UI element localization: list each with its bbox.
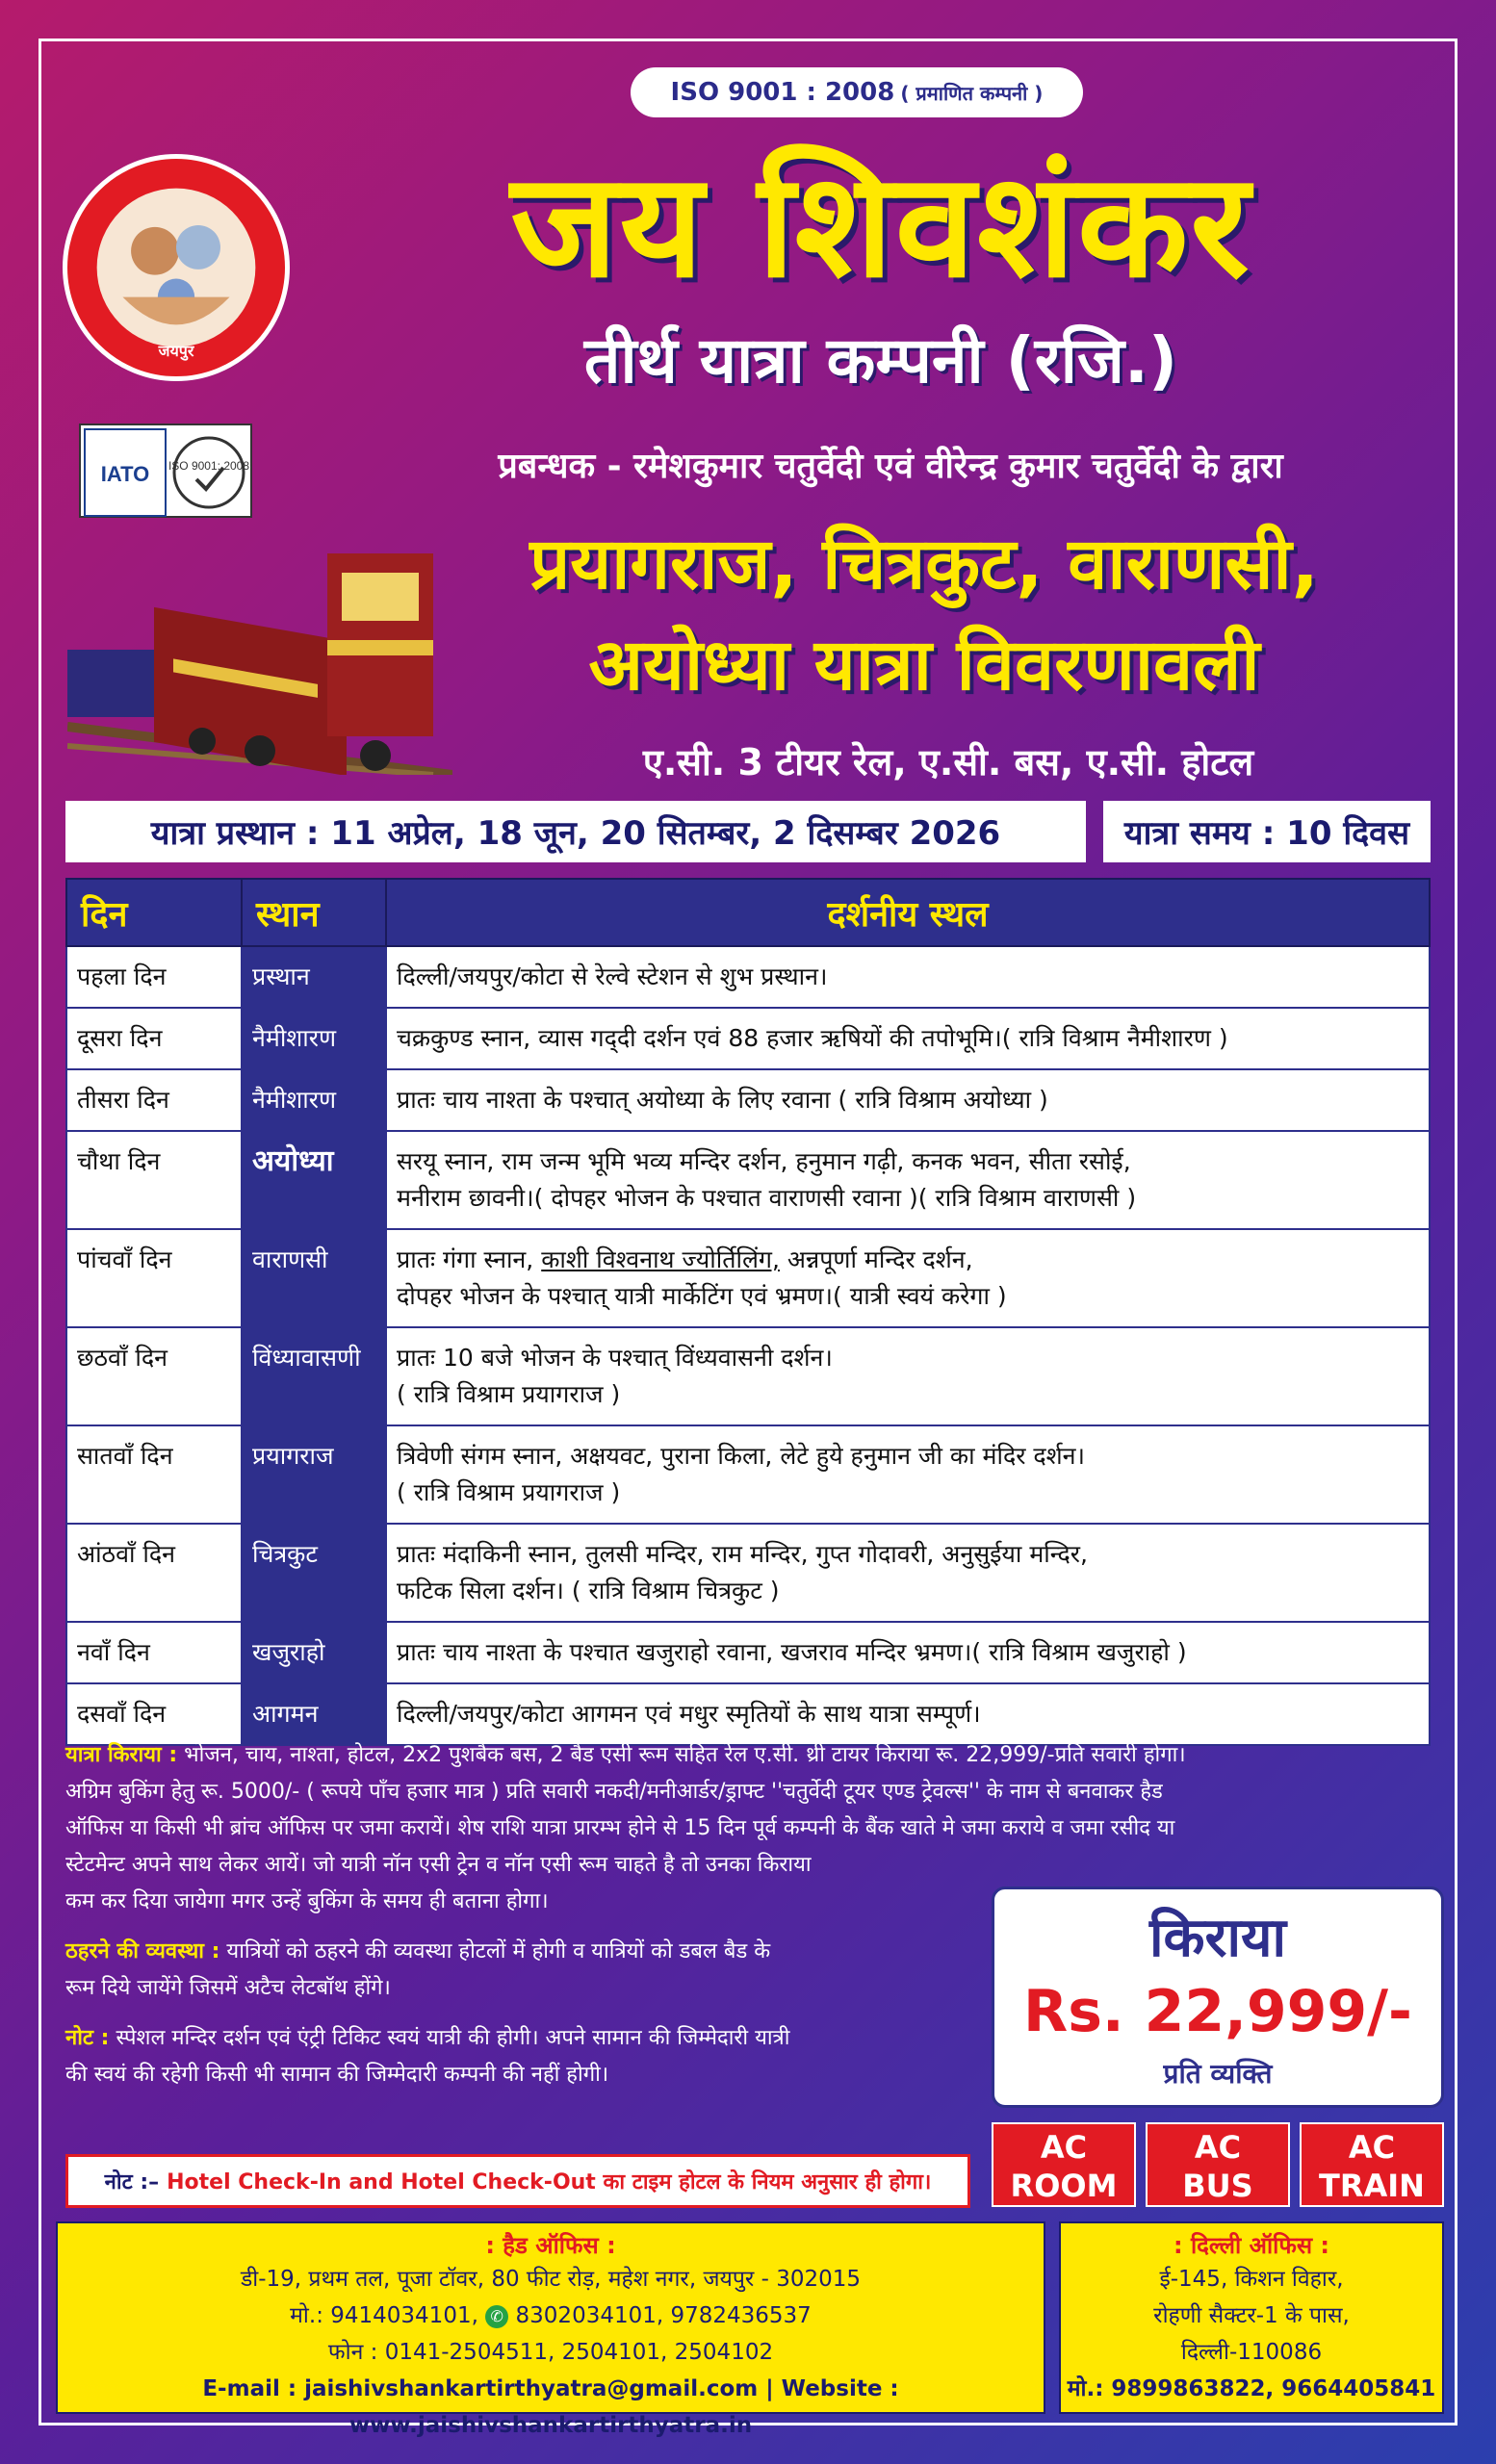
row-place: वाराणसी: [242, 1229, 386, 1327]
iato-text: IATO: [100, 462, 150, 486]
price-label: किराया: [1149, 1907, 1286, 1969]
table-row: [66, 1524, 1430, 1622]
stay-label: ठहरने की व्यवस्था :: [65, 1939, 220, 1964]
stay-text-2: रूम दिये जायेंगे जिसमें अटैच लेटबॉथ होंगे।: [65, 1976, 391, 2000]
table-row: [66, 1131, 1430, 1229]
row-desc: [386, 1524, 1430, 1622]
badge-line-1: AC: [1040, 2129, 1088, 2166]
row-desc-line-1: प्रातः मंदाकिनी स्नान, तुलसी मन्दिर, राम मन्दिर, गुप्त गोदावरी, अनुसुईया मन्दिर,: [397, 1540, 1088, 1568]
row-desc-line-2: ( रात्रि विश्राम प्रयागराज ): [397, 1380, 621, 1408]
fare-text-1: भोजन, चाय, नाश्ता, होटल, 2x2 पुशबैक बस, 2 बैड एसी रूम सहित रेल ए.सी. थ्री टायर किराया रू. 22,999/-प्रति सवारी होगा।: [177, 1743, 1186, 1767]
badge-line-2: ROOM: [1010, 2168, 1118, 2204]
delhi-office-mobile: मो.: 9899863822, 9664405841: [1067, 2376, 1436, 2401]
row-place: खजुराहो: [242, 1622, 386, 1683]
row-day: नवाँ दिन: [66, 1622, 242, 1683]
company-title: जय शिवशंकर: [510, 142, 1251, 310]
row-place: प्रयागराज: [242, 1425, 386, 1524]
head-office-phone: फोन : 0141-2504511, 2504101, 2504102: [327, 2340, 774, 2365]
price-card: [992, 1886, 1444, 2108]
row-desc: [386, 1425, 1430, 1524]
row-place: विंध्यावासणी: [242, 1327, 386, 1425]
row-day: छठवाँ दिन: [66, 1327, 242, 1425]
manager-line: प्रबन्धक - रमेशकुमार चतुर्वेदी एवं वीरेन्द्र कुमार चतुर्वेदी के द्वारा: [498, 447, 1283, 486]
destinations-line-1: प्रयागराज, चित्रकुट, वाराणसी,: [529, 523, 1319, 605]
table-row: [66, 1327, 1430, 1425]
badge-line-2: TRAIN: [1319, 2168, 1425, 2204]
row-desc: [386, 1229, 1430, 1327]
row-day: पहला दिन: [66, 946, 242, 1008]
badge-line-1: AC: [1348, 2129, 1396, 2166]
head-office-heading: : हैड ऑफिस :: [485, 2232, 616, 2259]
row-day: दसवाँ दिन: [66, 1683, 242, 1745]
checkin-note-label: नोट :–: [104, 2170, 160, 2194]
delhi-office-heading: : दिल्ली ऑफिस :: [1173, 2232, 1330, 2259]
row-place: नैमीशारण: [242, 1008, 386, 1069]
fare-text-2: अग्रिम बुकिंग हेतु रू. 5000/- ( रूपये पाँच हजार मात्र ) प्रति सवारी नकदी/मनीआर्डर/ड्राफ्ट ''चतुर्वेदी टूयर एण्ड ट्रेवल्स'' के नाम से बनवाकर हैड: [65, 1780, 1163, 1804]
ac-room-badge: [992, 2122, 1136, 2207]
whatsapp-icon: ✆: [485, 2305, 508, 2328]
iso-note: ( प्रमाणित कम्पनी ): [900, 81, 1044, 105]
row-desc: प्रातः चाय नाश्ता के पश्चात् अयोध्या के लिए रवाना ( रात्रि विश्राम अयोध्या ): [386, 1069, 1430, 1131]
row-day: चौथा दिन: [66, 1131, 242, 1229]
row-desc-line-1: [397, 1242, 1419, 1278]
row-desc-part-a: प्रातः गंगा स्नान,: [397, 1245, 542, 1273]
head-office-mobile: [58, 2297, 1044, 2334]
row-desc: चक्रकुण्ड स्नान, व्यास गद्‌दी दर्शन एवं 88 हजार ऋषियों की तपोभूमि।( रात्रि विश्राम नैमीशारण ): [386, 1008, 1430, 1069]
departure-dates: यात्रा प्रस्थान : 11 अप्रेल, 18 जून, 20 सितम्बर, 2 दिसम्बर 2026: [65, 801, 1086, 862]
row-desc-part-b: अन्नपूर्णा मन्दिर दर्शन,: [779, 1245, 973, 1273]
iso-text: ISO 9001 : 2008: [670, 78, 895, 107]
train-illustration: [67, 534, 452, 775]
row-desc-line-1: प्रातः 10 बजे भोजन के पश्चात् विंध्यवासनी दर्शन।: [397, 1344, 833, 1372]
row-place: नैमीशारण: [242, 1069, 386, 1131]
table-row: [66, 1425, 1430, 1524]
note-label: नोट :: [65, 2026, 110, 2050]
row-desc-line-1: त्रिवेणी संगम स्नान, अक्षयवट, पुराना किला, लेटे हुये हनुमान जी का मंदिर दर्शन।: [397, 1442, 1086, 1470]
destinations-line-2: अयोध्या यात्रा विवरणावली: [588, 624, 1260, 706]
ac-bus-badge: [1146, 2122, 1290, 2207]
row-desc: दिल्ली/जयपुर/कोटा से रेल्वे स्टेशन से शुभ प्रस्थान।: [386, 946, 1430, 1008]
delhi-office-line-3: दिल्ली-110086: [1180, 2340, 1323, 2365]
iato-logo: [79, 424, 252, 518]
fare-text-5: कम कर दिया जायेगा मगर उन्हें बुकिंग के समय ही बताना होगा।: [65, 1889, 549, 1913]
mobile-label: मो.: 9414034101,: [290, 2303, 486, 2328]
delhi-office-line-2: रोहणी सैक्टर-1 के पास,: [1153, 2303, 1350, 2328]
price-unit: प्रति व्यक्ति: [1163, 2058, 1273, 2090]
head-office-email-website: E-mail : jaishivshankartirthyatra@gmail.com | Website : www.jaishivshankartirthyatra.in: [202, 2376, 899, 2438]
head-office-address: डी-19, प्रथम तल, पूजा टॉवर, 80 फीट रोड़, महेश नगर, जयपुर - 302015: [240, 2267, 862, 2292]
table-row: [66, 1683, 1430, 1745]
row-desc: प्रातः चाय नाश्ता के पश्चात खजुराहो रवाना, खजराव मन्दिर भ्रमण।( रात्रि विश्राम खजुराहो ): [386, 1622, 1430, 1683]
row-place: प्रस्थान: [242, 946, 386, 1008]
row-day: सातवाँ दिन: [66, 1425, 242, 1524]
itinerary-table: [65, 878, 1431, 1746]
checkin-note-text: Hotel Check-In and Hotel Check-Out का टाइम होटल के नियम अनुसार ही होगा।: [167, 2170, 932, 2194]
delhi-office-line-1: ई-145, किशन विहार,: [1159, 2267, 1344, 2292]
row-day: दूसरा दिन: [66, 1008, 242, 1069]
badge-line-2: BUS: [1182, 2168, 1253, 2204]
fare-text-3: ऑफिस या किसी भी ब्रांच ऑफिस पर जमा करायें। शेष राशि यात्रा प्रारम्भ होने से 15 दिन पूर्व कम्पनी के बैंक खाते मे जमा कराये व जमा रसीद या: [65, 1816, 1175, 1840]
table-row: [66, 1008, 1430, 1069]
table-row: [66, 1622, 1430, 1683]
fare-text-4: स्टेटमेन्ट अपने साथ लेकर आयें। जो यात्री नॉन एसी ट्रेन व नॉन एसी रूम चाहते है तो उनका किराया: [65, 1853, 812, 1877]
row-desc: [386, 1327, 1430, 1425]
row-desc-line-2: फटिक सिला दर्शन। ( रात्रि विश्राम चित्रकुट ): [397, 1577, 780, 1604]
row-place: चित्रकुट: [242, 1524, 386, 1622]
table-row: [66, 1069, 1430, 1131]
stay-paragraph: [65, 1934, 990, 2007]
delhi-office-box: [1059, 2221, 1444, 2414]
note-paragraph: [65, 2020, 990, 2093]
head-office-box: [56, 2221, 1045, 2438]
iato-iso-text: ISO 9001: 2008: [168, 459, 250, 473]
iato-graphic: [81, 425, 254, 520]
row-desc-underlined: काशी विश्वनाथ ज्योर्तिलिंग,: [541, 1245, 780, 1273]
row-desc: [386, 1131, 1430, 1229]
row-desc-line-2: ( रात्रि विश्राम प्रयागराज ): [397, 1478, 621, 1506]
row-day: तीसरा दिन: [66, 1069, 242, 1131]
checkin-note: [65, 2154, 970, 2208]
row-day: आंठवाँ दिन: [66, 1524, 242, 1622]
note-text-2: की स्वयं की रहेगी किसी भी सामान की जिम्मेदारी कम्पनी की नहीं होगी।: [65, 2063, 609, 2087]
table-row: [66, 1229, 1430, 1327]
ac-train-badge: [1300, 2122, 1444, 2207]
facilities-line: ए.सी. 3 टीयर रेल, ए.सी. बस, ए.सी. होटल: [642, 741, 1254, 783]
row-desc-line-2: मनीराम छावनी।( दोपहर भोजन के पश्चात वाराणसी रवाना )( रात्रि विश्राम वाराणसी ): [397, 1184, 1137, 1212]
tour-duration: यात्रा समय : 10 दिवस: [1103, 801, 1431, 862]
header-day: दिन: [66, 879, 242, 946]
row-day: पांचवाँ दिन: [66, 1229, 242, 1327]
header-sights: दर्शनीय स्थल: [386, 879, 1430, 946]
iso-certification-badge: [631, 67, 1083, 117]
fare-label: यात्रा किराया :: [65, 1743, 178, 1767]
price-value: Rs. 22,999/-: [1023, 1978, 1412, 2045]
company-seal-logo: [63, 154, 290, 381]
table-header-row: [66, 879, 1430, 946]
badge-line-1: AC: [1194, 2129, 1242, 2166]
seal-city-label: जयपुर: [158, 342, 194, 360]
row-desc-line-2: दोपहर भोजन के पश्चात् यात्री मार्केटिंग एवं भ्रमण।( यात्री स्वयं करेगा ): [397, 1282, 1007, 1310]
table-row: [66, 946, 1430, 1008]
note-text-1: स्पेशल मन्दिर दर्शन एवं एंट्री टिकिट स्वयं यात्री की होगी। अपने सामान की जिम्मेदारी यात्री: [109, 2026, 790, 2050]
row-place: अयोध्या: [242, 1131, 386, 1229]
header-place: स्थान: [242, 879, 386, 946]
row-desc-line-1: सरयू स्नान, राम जन्म भूमि भव्य मन्दिर दर्शन, हनुमान गढ़ी, कनक भवन, सीता रसोई,: [397, 1147, 1131, 1175]
row-place: आगमन: [242, 1683, 386, 1745]
company-subtitle: तीर्थ यात्रा कम्पनी (रजि.): [583, 323, 1178, 398]
row-desc: दिल्ली/जयपुर/कोटा आगमन एवं मधुर स्मृतियों के साथ यात्रा सम्पूर्ण।: [386, 1683, 1430, 1745]
stay-text-1: यात्रियों को ठहरने की व्यवस्था होटलों में होगी व यात्रियों को डबल बैड के: [219, 1939, 771, 1964]
mobile-rest: 8302034101, 9782436537: [508, 2303, 812, 2328]
